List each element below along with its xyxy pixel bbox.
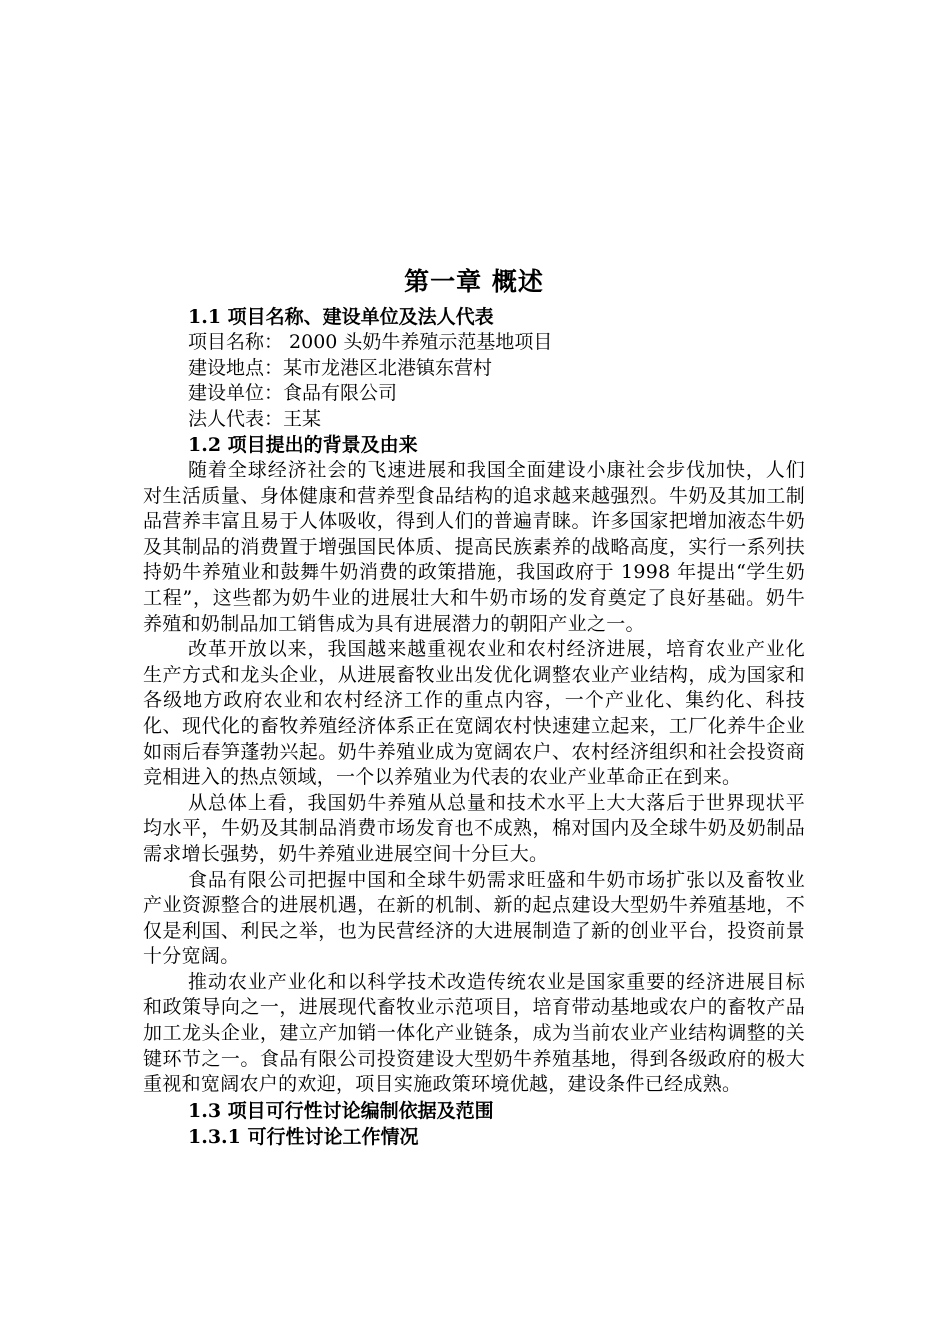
paragraph-background-3: 从总体上看，我国奶牛养殖从总量和技术水平上大大落后于世界现状平均水平，牛奶及其制品消费市场发育也不成熟，棉对国内及全球牛奶及奶制品需求增长强势，奶牛养殖业进展空间十分巨大。 <box>143 791 805 865</box>
location-line: 建设地点：某市龙港区北港镇东营村 <box>188 356 493 379</box>
paragraph-background-5: 推动农业产业化和以科学技术改造传统农业是国家重要的经济进展目标和政策导向之一，进展现代畜牧业示范项目，培育带动基地或农户的畜牧产品加工龙头企业，建立产加销一体化产业链条，成为当前农业产业结构调整的关键环节之一。食品有限公司投资建设大型奶牛养殖基地，得到各级政府的极大重视和宽阔农户的欢迎，项目实施政策环境优越，建设条件已经成熟。 <box>143 970 805 1096</box>
section-heading-1-3-1: 1.3.1 可行性讨论工作情况 <box>188 1125 419 1148</box>
unit-line: 建设单位：食品有限公司 <box>188 382 398 404</box>
section-heading-1-3: 1.3 项目可行性讨论编制依据及范围 <box>188 1099 494 1122</box>
chapter-content <box>143 262 805 1150</box>
legal-rep-line: 法人代表：王某 <box>188 407 322 430</box>
chapter-title: 第一章 概述 <box>404 267 544 296</box>
section-heading-1-2: 1.2 项目提出的背景及由来 <box>188 434 418 456</box>
section-heading-1-1: 1.1 项目名称、建设单位及法人代表 <box>188 306 494 328</box>
paragraph-background-4: 食品有限公司把握中国和全球牛奶需求旺盛和牛奶市场扩张以及畜牧业产业资源整合的进展机遇，在新的机制、新的起点建设大型奶牛养殖基地，不仅是利国、利民之举，也为民营经济的大进展制造了新的创业平台，投资前景十分宽阔。 <box>143 868 805 968</box>
paragraph-background-2: 改革开放以来，我国越来越重视农业和农村经济进展，培育农业产业化生产方式和龙头企业，从进展畜牧业出发优化调整农业产业结构，成为国家和各级地方政府农业和农村经济工作的重点内容，一个产业化、集约化、科技化、现代化的畜牧养殖经济体系正在宽阔农村快速建立起来，工厂化养牛企业如雨后春笋蓬勃兴起。奶牛养殖业成为宽阔农户、农村经济组织和社会投资商竞相进入的热点领域，一个以养殖业为代表的农业产业革命正在到来。 <box>143 638 805 789</box>
paragraph-background-1: 随着全球经济社会的飞速进展和我国全面建设小康社会步伐加快，人们对生活质量、身体健康和营养型食品结构的追求越来越强烈。牛奶及其加工制品营养丰富且易于人体吸收，得到人们的普遍青睐。许多国家把增加液态牛奶及其制品的消费置于增强国民体质、提高民族素养的战略高度，实行一系列扶持奶牛养殖业和鼓舞牛奶消费的政策措施，我国政府于 1998 年提出“学生奶工程”，这些都为奶牛业的进展壮大和牛奶市场的发育奠定了良好基础。奶牛养殖和奶制品加工销售成为具有进展潜力的朝阳产业之一。 <box>143 459 805 635</box>
project-name-line: 项目名称： 2000 头奶牛养殖示范基地项目 <box>188 331 553 353</box>
